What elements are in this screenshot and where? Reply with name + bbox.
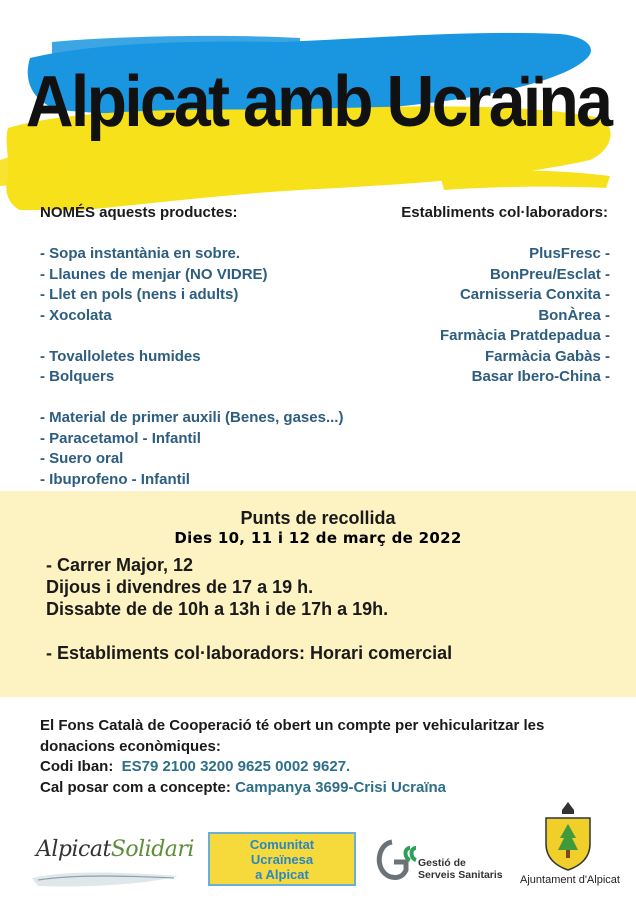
- list-item: BonPreu/Esclat -: [489, 265, 610, 283]
- gss-line: Serveis Sanitaris: [418, 869, 503, 881]
- list-item: - Paracetamol - Infantil: [40, 429, 201, 447]
- list-item: - Llet en pols (nens i adults): [40, 286, 239, 303]
- products-list: [40, 244, 343, 490]
- collection-spacer: [46, 620, 452, 642]
- list-item: PlusFresc -: [529, 245, 610, 262]
- ajuntament-shield-icon: [540, 800, 596, 872]
- list-item: - Sopa instantània en sobre.: [40, 245, 241, 262]
- list-item: - Suero oral: [40, 450, 124, 467]
- comunitat-ucrainesa-logo: [208, 832, 356, 886]
- iban-label: Codi Iban:: [40, 758, 114, 775]
- ajuntament-wordmark: Ajuntament d'Alpicat: [520, 874, 620, 886]
- collection-line: Dijous i divendres de 17 a 19 h.: [46, 577, 314, 597]
- page-title: Alpicat amb Ucraïna: [25, 62, 611, 142]
- list-item: - Ibuprofeno - Infantil: [40, 470, 190, 488]
- alpicat-solidari-wordmark: AlpicatSolidari: [36, 837, 194, 862]
- collection-details: [46, 554, 452, 664]
- establishments-list: [440, 244, 610, 388]
- donations-line: El Fons Català de Cooperació té obert un compte per vehicularitzar les: [40, 717, 545, 734]
- list-item: Carnisseria Conxita -: [459, 286, 610, 303]
- list-item: - Tovalloletes humides: [40, 347, 201, 365]
- list-spacer: [40, 388, 343, 409]
- donations-line: donacions econòmiques:: [40, 737, 221, 755]
- list-item: - Xocolata: [40, 306, 112, 324]
- concept-value: Campanya 3699-Crisi Ucraïna: [235, 778, 447, 796]
- list-item: Farmàcia Pratdepadua -: [439, 327, 610, 344]
- products-heading: NOMÉS aquests productes:: [40, 204, 238, 221]
- gss-line: Gestió de: [418, 857, 466, 869]
- list-item: - Bolquers: [40, 368, 115, 385]
- iban-value: ES79 2100 3200 9625 0002 9627.: [121, 758, 351, 775]
- collection-title: Punts de recollida: [240, 508, 396, 528]
- concept-line: [40, 778, 620, 799]
- collection-line: - Establiments col·laboradors: Horari comercial: [46, 643, 453, 663]
- iban-line: [40, 757, 620, 778]
- collection-line: - Carrer Major, 12: [46, 555, 194, 575]
- list-item: BonÀrea -: [538, 306, 610, 324]
- list-item: Basar Ibero-China -: [471, 368, 610, 385]
- list-item: Farmàcia Gabàs -: [484, 347, 610, 365]
- comunitat-line: a Alpicat: [255, 867, 309, 882]
- concept-label: Cal posar com a concepte:: [40, 778, 231, 796]
- collection-dates: Dies 10, 11 i 12 de març de 2022: [174, 529, 462, 547]
- list-item: - Llaunes de menjar (NO VIDRE): [40, 265, 268, 283]
- donations-info: [40, 716, 620, 798]
- establishments-heading: Establiments col·laboradors:: [401, 204, 608, 221]
- collection-line: Dissabte de de 10h a 13h i de 17h a 19h.: [46, 599, 389, 619]
- comunitat-line: Comunitat: [249, 837, 315, 852]
- gss-wordmark: [418, 857, 503, 881]
- list-item: - Material de primer auxili (Benes, gases...): [40, 409, 344, 426]
- list-spacer: [40, 326, 343, 347]
- comunitat-line: Ucraïnesa: [250, 852, 314, 867]
